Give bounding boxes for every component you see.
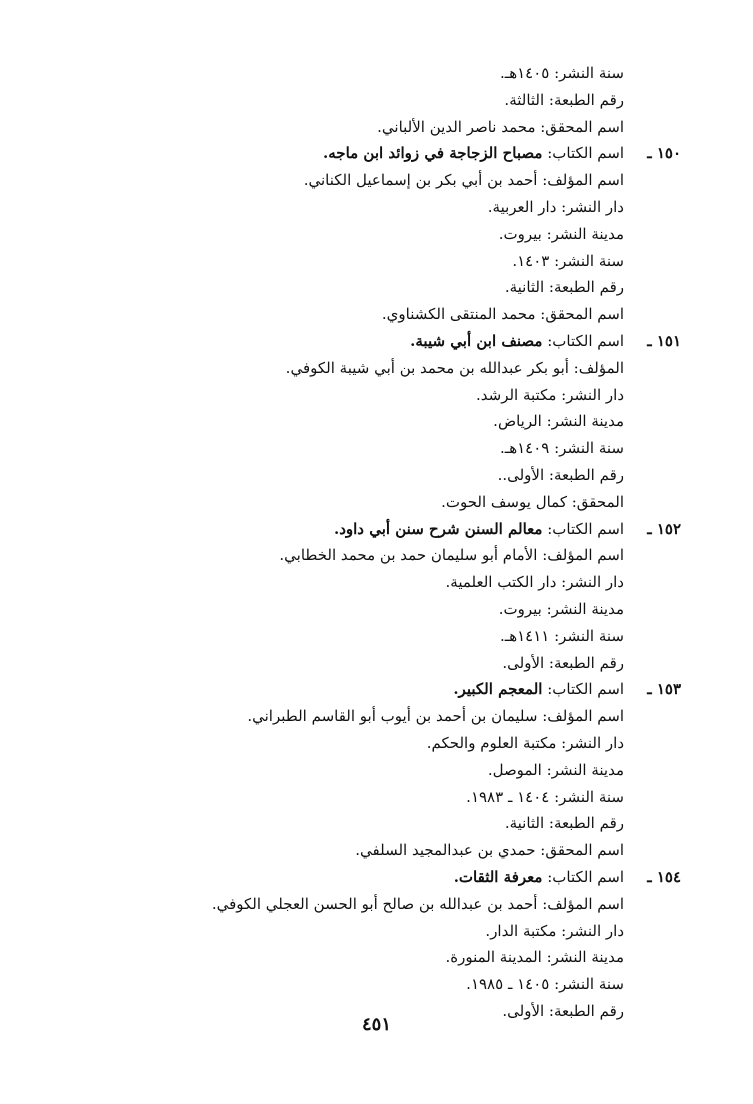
entry-title-line [81, 864, 681, 891]
entry-title-line [81, 140, 681, 167]
entry-detail-line [81, 542, 681, 569]
book-title: مصباح الزجاجة في زوائد ابن ماجه. [323, 144, 543, 163]
entry-detail-text: مدينة النشر: الرياض. [493, 412, 624, 431]
entry-detail-text: اسم المؤلف: الأمام أبو سليمان حمد بن محمد الخطابي. [279, 546, 624, 565]
entry-detail-line [81, 891, 681, 918]
entry-number: ١٥٠ ـ [647, 144, 681, 163]
entry-detail-line [81, 382, 681, 409]
entry-title-text [334, 516, 624, 543]
entry-detail-line [81, 408, 681, 435]
entry-detail-line [81, 971, 681, 998]
entry-detail-text: اسم المحقق: محمد المنتقى الكشناوي. [381, 305, 624, 324]
entry-detail-text: دار النشر: مكتبة الرشد. [475, 385, 624, 404]
entry-label: اسم الكتاب: [542, 331, 624, 350]
entry-number: ١٥٤ ـ [647, 867, 681, 886]
entry-title-text [323, 140, 624, 167]
entry-detail-text: سنة النشر: ١٤٠٥ ـ ١٩٨٥. [466, 975, 624, 994]
entry-number: ١٥٣ ـ [647, 680, 681, 699]
entry-number: ١٥١ ـ [647, 331, 681, 350]
book-title: معالم السنن شرح سنن أبي داود. [333, 519, 543, 538]
entry-title-text [410, 328, 624, 355]
entry-detail-line [81, 60, 681, 87]
entry-label: اسم الكتاب: [542, 867, 624, 886]
entry-detail-text: رقم الطبعة: الأولى. [502, 1001, 624, 1020]
entry-label: اسم الكتاب: [542, 144, 624, 163]
book-title: مصنف ابن أبي شيبة. [410, 331, 543, 350]
entry-detail-text: سنة النشر: ١٤٠٤ ـ ١٩٨٣. [466, 787, 624, 806]
entry-detail-text: المؤلف: أبو بكر عبدالله بن محمد بن أبي شيبة الكوفي. [285, 358, 624, 377]
entry-title-text [454, 864, 624, 891]
entry-detail-text: مدينة النشر: المدينة المنورة. [445, 948, 624, 967]
entry-title-line [81, 328, 681, 355]
entry-detail-text: اسم المؤلف: أحمد بن عبدالله بن صالح أبو الحسن العجلي الكوفي. [211, 894, 624, 913]
entry-detail-text: مدينة النشر: بيروت. [498, 599, 624, 618]
entry-detail-text: اسم المحقق: محمد ناصر الدين الألباني. [377, 117, 624, 136]
entry-detail-text: دار النشر: مكتبة العلوم والحكم. [426, 733, 624, 752]
entry-detail-line [81, 301, 681, 328]
entry-detail-line [81, 837, 681, 864]
entry-detail-text: اسم المحقق: حمدي بن عبدالمجيد السلفي. [355, 841, 624, 860]
entry-detail-text: دار النشر: دار العربية. [487, 197, 624, 216]
bibliography-list [81, 60, 681, 1025]
entry-detail-line [81, 623, 681, 650]
entry-detail-text: مدينة النشر: الموصل. [487, 760, 624, 779]
entry-detail-text: رقم الطبعة: الأولى. [502, 653, 624, 672]
entry-detail-text: سنة النشر: ١٤٠٩هـ. [500, 439, 624, 458]
entry-detail-line [81, 918, 681, 945]
book-title: معرفة الثقات. [453, 867, 543, 886]
entry-detail-text: اسم المؤلف: أحمد بن أبي بكر بن إسماعيل الكناني. [303, 171, 624, 190]
entry-detail-line [81, 435, 681, 462]
entry-detail-line [81, 87, 681, 114]
entry-detail-line [81, 274, 681, 301]
entry-detail-line [81, 248, 681, 275]
entry-detail-line [81, 462, 681, 489]
entry-detail-text: سنة النشر: ١٤٠٥هـ. [500, 64, 624, 82]
entry-detail-text: اسم المؤلف: سليمان بن أحمد بن أيوب أبو القاسم الطبراني. [247, 707, 624, 726]
entry-detail-line [81, 167, 681, 194]
entry-title-line [81, 516, 681, 543]
entry-detail-text: مدينة النشر: بيروت. [498, 224, 624, 243]
entry-title-line [81, 676, 681, 703]
entry-detail-line [81, 596, 681, 623]
entry-detail-line [81, 944, 681, 971]
page-number: ٤٥١ [361, 1014, 391, 1035]
entry-detail-line [81, 489, 681, 516]
entry-label: اسم الكتاب: [542, 519, 624, 538]
entry-detail-text: رقم الطبعة: الثالثة. [504, 90, 624, 109]
entry-detail-text: سنة النشر: ١٤٠٣. [512, 251, 624, 270]
entry-detail-line [81, 703, 681, 730]
entry-detail-line [81, 194, 681, 221]
entry-label: اسم الكتاب: [542, 680, 624, 699]
entry-detail-line [81, 569, 681, 596]
entry-title-text [453, 676, 624, 703]
entry-detail-text: رقم الطبعة: الثانية. [504, 278, 624, 297]
entry-detail-line [81, 114, 681, 141]
entry-detail-text: دار النشر: دار الكتب العلمية. [445, 573, 624, 592]
entry-detail-text: المحقق: كمال يوسف الحوت. [441, 492, 624, 511]
entry-detail-line [81, 650, 681, 677]
entry-detail-line [81, 810, 681, 837]
entry-detail-text: دار النشر: مكتبة الدار. [485, 921, 624, 940]
entry-detail-line [81, 784, 681, 811]
entry-detail-text: رقم الطبعة: الثانية. [504, 814, 624, 833]
entry-detail-text: سنة النشر: ١٤١١هـ. [500, 626, 624, 645]
entry-detail-line [81, 221, 681, 248]
entry-detail-line [81, 730, 681, 757]
entry-number: ١٥٢ ـ [647, 519, 681, 538]
book-title: المعجم الكبير. [453, 680, 543, 699]
entry-detail-line [81, 355, 681, 382]
entry-detail-line [81, 757, 681, 784]
entry-detail-text: رقم الطبعة: الأولى.. [497, 465, 624, 484]
